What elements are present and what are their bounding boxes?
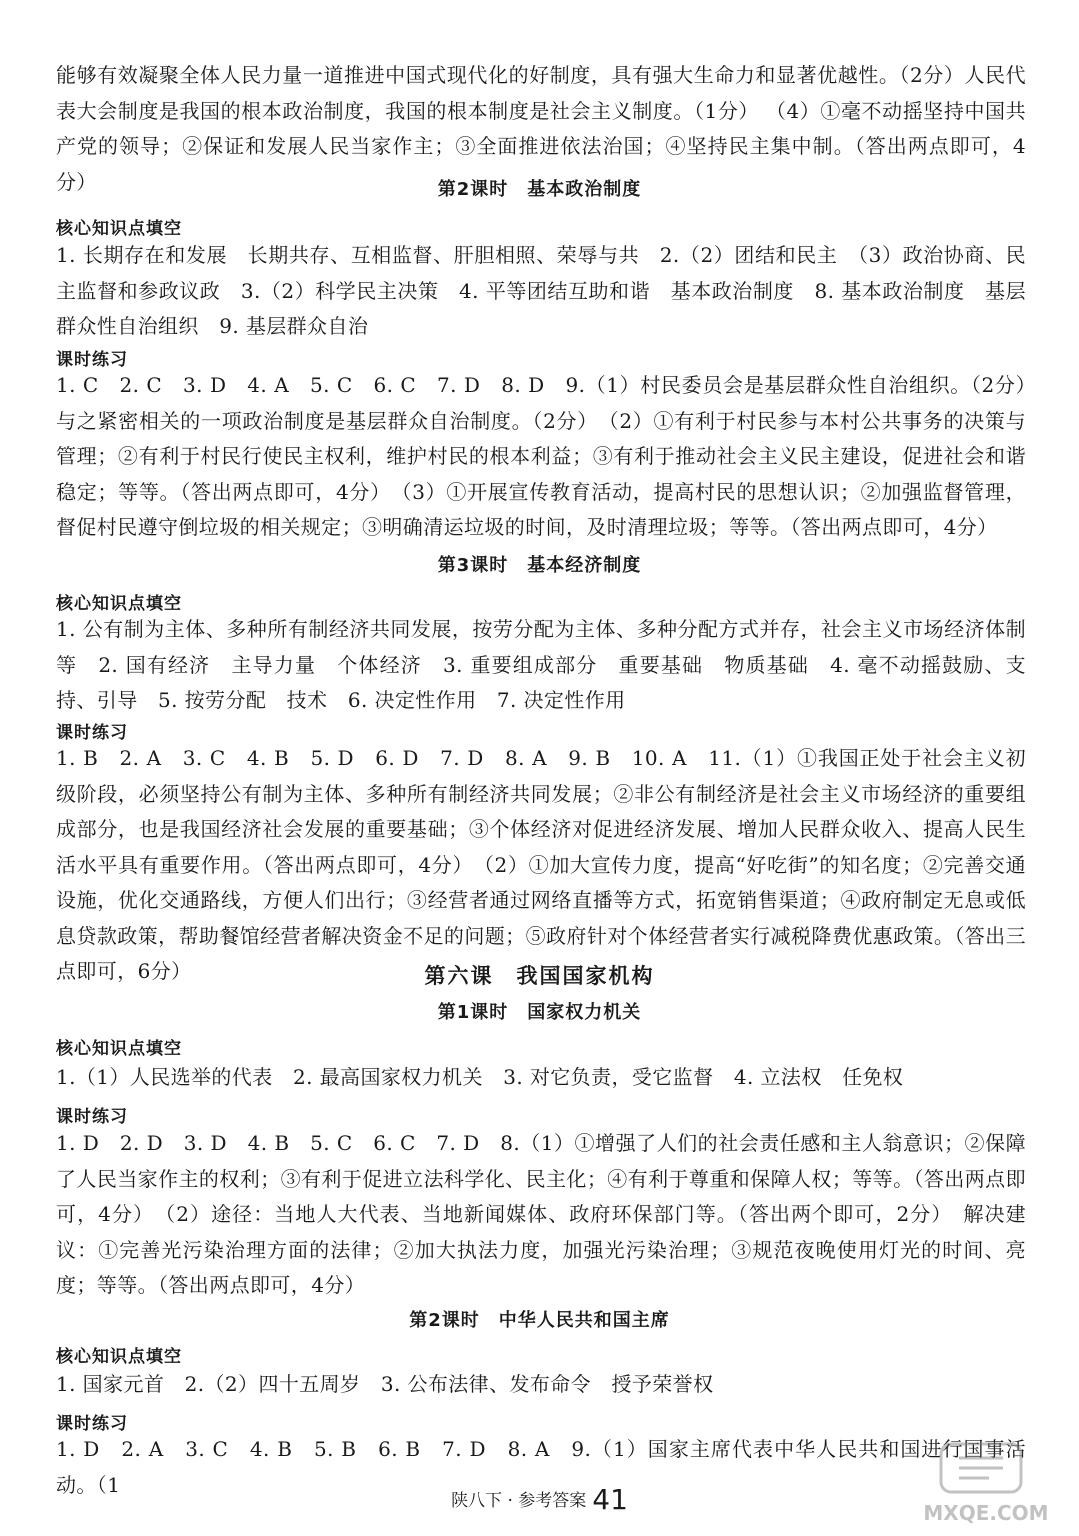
section-heading-lesson-6-1: 第1课时 国家权力机关	[437, 1002, 642, 1023]
core-knowledge-answers: 1.（1）人民选举的代表 2. 最高国家权力机关 3. 对它负责，受它监督 4. 立法权 任免权	[56, 1065, 904, 1089]
section-heading-lesson-2: 第2课时 基本政治制度	[437, 179, 642, 200]
core-knowledge-label: 核心知识点填空	[56, 1039, 182, 1059]
practice-label: 课时练习	[56, 723, 128, 743]
core-knowledge-answers: 1. 国家元首 2.（2）四十五周岁 3. 公布法律、发布命令 授予荣誉权	[56, 1372, 714, 1396]
section-heading-lesson-6-2: 第2课时 中华人民共和国主席	[409, 1310, 670, 1331]
intro-paragraph: 能够有效凝聚全体人民力量一道推进中国式现代化的好制度，具有强大生命力和显著优越性。（2分）人民代表大会制度是我国的根本政治制度，我国的根本制度是社会主义制度。（1分） （4）①毫不动摇坚持中国共产党的领导；②保证和发展人民当家作主；③全面推进依法治国；④坚持民主集中制。（答出两点即可，4分）	[56, 63, 1026, 194]
practice-answers: 1. B 2. A 3. C 4. B 5. D 6. D 7. D 8. A 9. B 10. A 11.（1）①我国正处于社会主义初级阶段，必须坚持公有制为主体、多种所有制经济共同发展；②非公有制经济是社会主义市场经济的重要组成部分，也是我国经济社会发展的重要基础；③个体经济对促进经济发展、增加人民群众收入、提高人民生活水平具有重要作用。（答出两点即可，4分） （2）①加大宣传力度，提高“好吃街”的知名度；②完善交通设施，优化交通路线，方便人们出行；③经营者通过网络直播等方式，拓宽销售渠道；④政府制定无息或低息贷款政策，帮助餐馆经营者解决资金不足的问题；⑤政府针对个体经营者实行减税降费优惠政策。（答出三点即可，6分）	[56, 746, 1026, 983]
core-knowledge-label: 核心知识点填空	[56, 219, 182, 239]
practice-answers: 1. D 2. A 3. C 4. B 5. B 6. B 7. D 8. A 9.（1）国家主席代表中华人民共和国进行国事活动。（1	[56, 1437, 1026, 1497]
section-heading-lesson-3: 第3课时 基本经济制度	[437, 555, 642, 576]
practice-answers: 1. C 2. C 3. D 4. A 5. C 6. C 7. D 8. D 9.（1）村民委员会是基层群众性自治组织。（2分） 与之紧密相关的一项政治制度是基层群众自治制度。（2分） （2）①有利于村民参与本村公共事务的决策与管理；②有利于村民行使民主权利，维护村民的根本利益；③有利于推动社会主义民主建设，促进社会和谐稳定；等等。（答出两点即可，4分） （3）①开展宣传教育活动，提高村民的思想认识；②加强监督管理，督促村民遵守倒垃圾的相关规定；③明确清运垃圾的时间，及时清理垃圾；等等。（答出两点即可，4分）	[56, 373, 1047, 539]
practice-answers: 1. D 2. D 3. D 4. B 5. C 6. C 7. D 8.（1）①增强了人们的社会责任感和主人翁意识；②保障了人民当家作主的权利；③有利于促进立法科学化、民主化；④有利于尊重和保障人权；等等。（答出两点即可，4分） （2）途径：当地人大代表、当地新闻媒体、政府环保部门等。（答出两个即可，2分） 解决建议：①完善光污染治理方面的法律；②加大执法力度，加强光污染治理；③规范夜晚使用灯光的时间、亮度；等等。（答出两点即可，4分）	[56, 1131, 1026, 1297]
page-number: 41	[592, 1483, 628, 1516]
core-knowledge-label: 核心知识点填空	[56, 1347, 182, 1367]
chapter-heading: 第六课 我国国家机构	[424, 964, 655, 988]
practice-label: 课时练习	[56, 1107, 128, 1127]
footer-label: 陕八下 · 参考答案	[451, 1491, 587, 1511]
core-knowledge-answers: 1. 长期存在和发展 长期共存、互相监督、肝胆相照、荣辱与共 2.（2）团结和民主 （3）政治协商、民主监督和参政议政 3.（2）科学民主决策 4. 平等团结互助和谐 基本政治制度 8. 基本政治制度 基层群众性自治组织 9. 基层群众自治	[56, 243, 1026, 338]
core-knowledge-answers: 1. 公有制为主体、多种所有制经济共同发展，按劳分配为主体、多种分配方式并存，社会主义市场经济体制等 2. 国有经济 主导力量 个体经济 3. 重要组成部分 重要基础 物质基础 4. 毫不动摇鼓励、支持、引导 5. 按劳分配 技术 6. 决定性作用 7. 决定性作用	[56, 617, 1026, 712]
svg-text:MXQE.COM: MXQE.COM	[923, 1501, 1049, 1525]
practice-label: 课时练习	[56, 1414, 128, 1434]
practice-label: 课时练习	[56, 350, 128, 370]
core-knowledge-label: 核心知识点填空	[56, 594, 182, 614]
watermark-logo	[901, 1438, 1071, 1528]
